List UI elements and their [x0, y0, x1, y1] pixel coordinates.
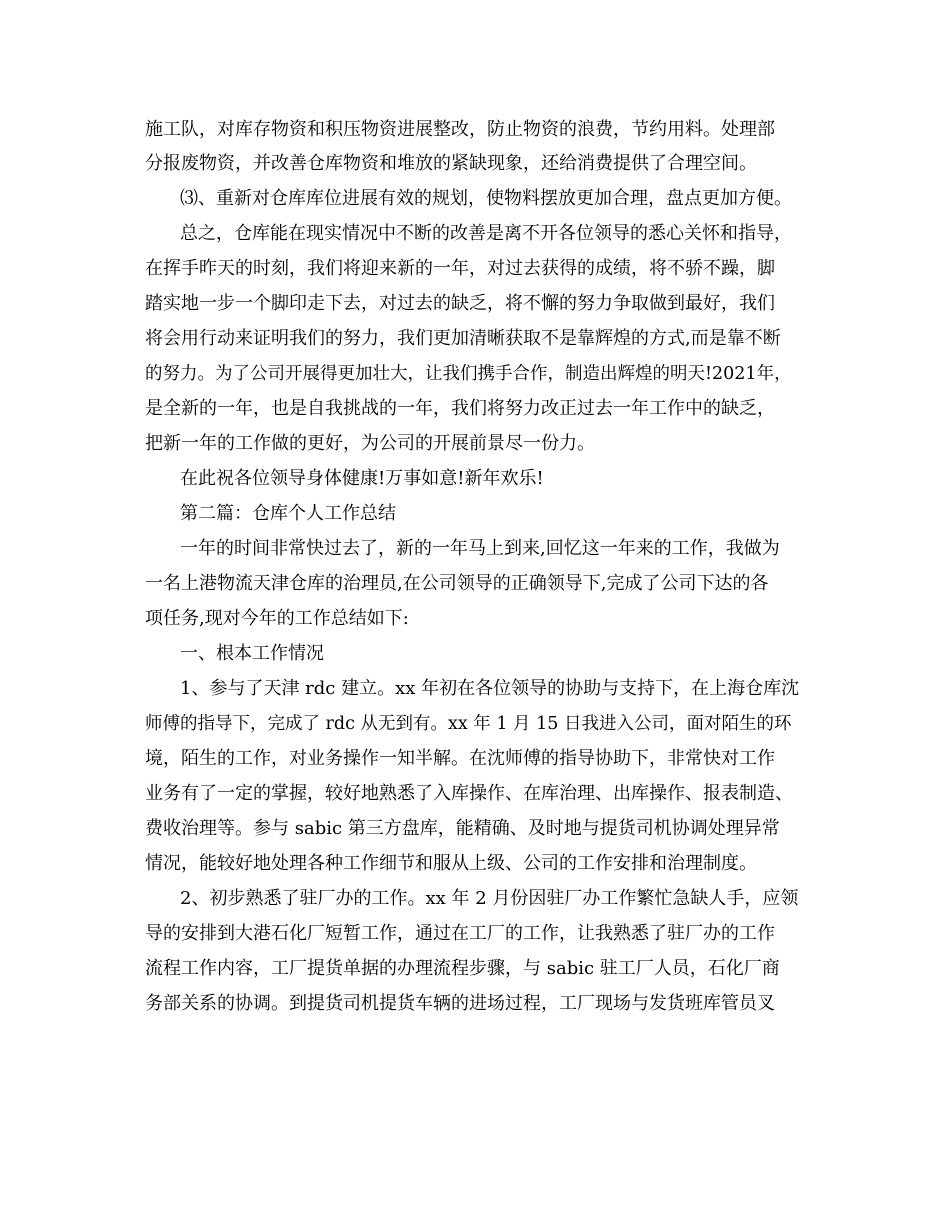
text-line: 情况，能较好地处理各种工作细节和服从上级、公司的工作安排和治理制度。: [145, 853, 757, 874]
text-line: 一年的时间非常快过去了，新的一年马上到来,回忆这一年来的工作，我做为: [180, 538, 780, 559]
text-line: 导的安排到大港石化厂短暂工作，通过在工厂的工作，让我熟悉了驻厂办的工作: [145, 923, 775, 944]
text-line: 2、初步熟悉了驻厂办的工作。xx 年 2 月份因驻厂办工作繁忙急缺人手，应领: [180, 888, 799, 909]
text-line: 的努力。为了公司开展得更加壮大，让我们携手合作，制造出辉煌的明天!2021年，: [145, 364, 792, 384]
subsection-heading: 一、根本工作情况: [180, 643, 324, 664]
text-line: 一名上港物流天津仓库的治理员,在公司领导的正确领导下,完成了公司下达的各: [145, 573, 769, 594]
text-line: ⑶、重新对仓库库位进展有效的规划，使物料摆放更加合理，盘点更加方便。: [180, 188, 792, 209]
text-line: 境，陌生的工作，对业务操作一知半解。在沈师傅的指导协助下，非常快对工作: [145, 748, 775, 769]
text-line: 在挥手昨天的时刻，我们将迎来新的一年，对过去获得的成绩，将不骄不躁，脚: [145, 258, 775, 279]
text-line: 把新一年的工作做的更好，为公司的开展前景尽一份力。: [145, 433, 595, 454]
text-line: 施工队，对库存物资和积压物资进展整改，防止物资的浪费，节约用料。处理部: [145, 119, 775, 140]
text-line: 是全新的一年，也是自我挑战的一年，我们将努力改正过去一年工作中的缺乏，: [145, 398, 775, 419]
text-line: 在此祝各位领导身体健康!万事如意!新年欢乐!: [180, 468, 544, 489]
text-line: 总之，仓库能在现实情况中不断的改善是离不开各位领导的悉心关怀和指导，: [180, 223, 792, 244]
text-line: 1、参与了天津 rdc 建立。xx 年初在各位领导的协助与支持下，在上海仓库沈: [180, 678, 800, 699]
text-line: 务部关系的协调。到提货司机提货车辆的进场过程，工厂现场与发货班库管员叉: [145, 993, 775, 1014]
text-line: 将会用行动来证明我们的努力，我们更加清晰获取不是靠辉煌的方式,而是靠不断: [145, 328, 781, 349]
text-line: 踏实地一步一个脚印走下去，对过去的缺乏，将不懈的努力争取做到最好，我们: [145, 293, 775, 314]
text-line: 流程工作内容，工厂提货单据的办理流程步骤，与 sabic 驻工厂人员，石化厂商: [145, 958, 780, 979]
text-line: 师傅的指导下，完成了 rdc 从无到有。xx 年 1 月 15 日我进入公司，面对陌生的环: [145, 714, 792, 734]
section-heading: 第二篇：仓库个人工作总结: [180, 503, 396, 524]
text-line: 业务有了一定的掌握，较好地熟悉了入库操作、在库治理、出库操作、报表制造、: [145, 783, 793, 804]
text-line: 费收治理等。参与 sabic 第三方盘库，能精确、及时地与提货司机协调处理异常: [145, 818, 780, 839]
text-line: 分报废物资，并改善仓库物资和堆放的紧缺现象，还给消费提供了合理空间。: [145, 153, 757, 174]
text-line: 项任务,现对今年的工作总结如下:: [145, 608, 409, 629]
